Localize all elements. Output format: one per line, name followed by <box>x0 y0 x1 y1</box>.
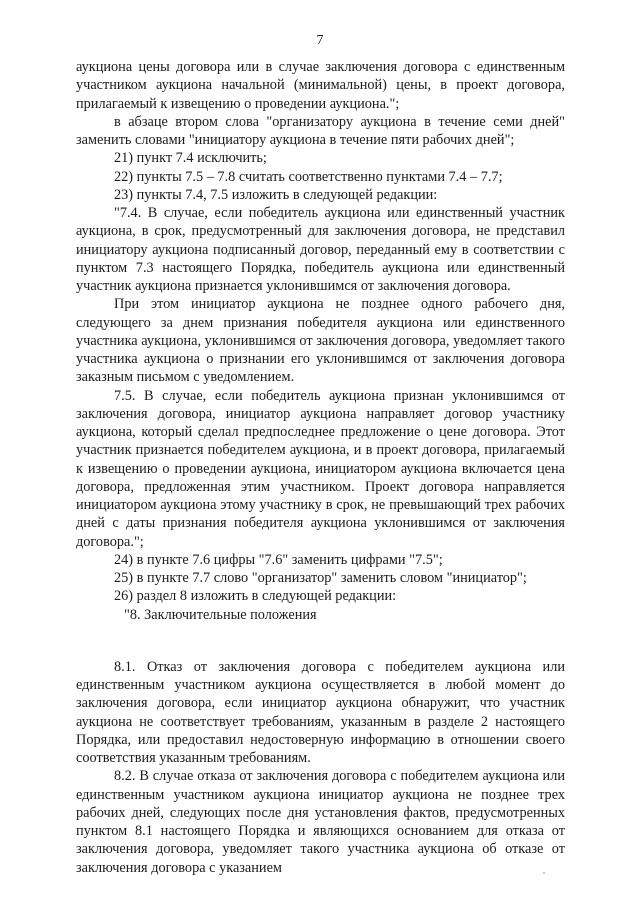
section-8-heading: "8. Заключительные положения <box>124 606 317 623</box>
paragraph-continuation: аукциона цены договора или в случае заключения договора с единственным участником аукциона начальной (минимальной) цены, в проект договора, прилагаемый к извещению о проведении аукциона."; <box>76 59 565 112</box>
item-23: 23) пункты 7.4, 7.5 изложить в следующей редакции: <box>114 186 438 203</box>
item-21: 21) пункт 7.4 исключить; <box>114 150 267 167</box>
page-number: 7 <box>316 33 324 48</box>
item-25: 25) в пункте 7.7 слово "организатор" заменить словом "инициатор"; <box>114 570 527 586</box>
clause-8-2: 8.2. В случае отказа от заключения договора с победителем аукциона или единственным участником аукциона инициатор аукциона не позднее трех рабочих дней, следующих после дня установления фактов, предусмотренных пунктом 8.1 настоящего Порядка и являющихся основанием для отказа от заключения договора, уведомляет такого участника аукциона об отказе от заключения договора с указанием <box>76 768 565 876</box>
item-22: 22) пункты 7.5 – 7.8 считать соответственно пунктами 7.4 – 7.7; <box>114 168 503 185</box>
clause-7-4-notice: При этом инициатор аукциона не позднее одного рабочего дня, следующего за днем признания победителя аукциона или единственного участника аукциона, уклонившимся от заключения договора, уведомляет такого участника аукциона о признании его уклонившимся от заключения договора заказным письмом с уведомлением. <box>76 296 565 386</box>
document-body <box>76 58 565 877</box>
item-26: 26) раздел 8 изложить в следующей редакции: <box>114 588 397 605</box>
scan-speck <box>543 872 545 874</box>
paragraph-amendment-abzac: в абзаце втором слова "организатору аукциона в течение семи дней" заменить словами "инициатору аукциона в течение пяти рабочих дней"; <box>76 113 565 148</box>
clause-7-5: 7.5. В случае, если победитель аукциона признан уклонившимся от заключения договора, инициатор аукциона направляет договор участнику аукциона, который сделал предпоследнее предложение о цене договора. Этот участник признается победителем аукциона, и в проект договора, прилагаемый к извещению о проведении аукциона, инициатором аукциона включается цена договора, предложенная этим участником. Проект договора направляется инициатором аукциона этому участнику в срок, не превышающий трех рабочих дней с даты признания победителя аукциона уклонившимся от заключения договора."; <box>76 387 565 550</box>
clause-8-1: 8.1. Отказ от заключения договора с победителем аукциона или единственным участником аукциона осуществляется в любой момент до заключения договора, если инициатор аукциона обнаружит, что участник аукциона не соответствует требованиям, указанным в разделе 2 настоящего Порядка, или предоставил недостоверную информацию в отношении своего соответствия указанным требованиям. <box>76 658 565 766</box>
clause-7-4: "7.4. В случае, если победитель аукциона или единственный участник аукциона, в срок, предусмотренный для заключения договора, не представил инициатору аукциона подписанный договор, переданный ему в соответствии с пунктом 7.3 настоящего Порядка, победитель аукциона или единственный участник аукциона признается уклонившимся от заключения договора. <box>76 205 565 294</box>
item-24: 24) в пункте 7.6 цифры "7.6" заменить цифрами "7.5"; <box>114 551 443 568</box>
